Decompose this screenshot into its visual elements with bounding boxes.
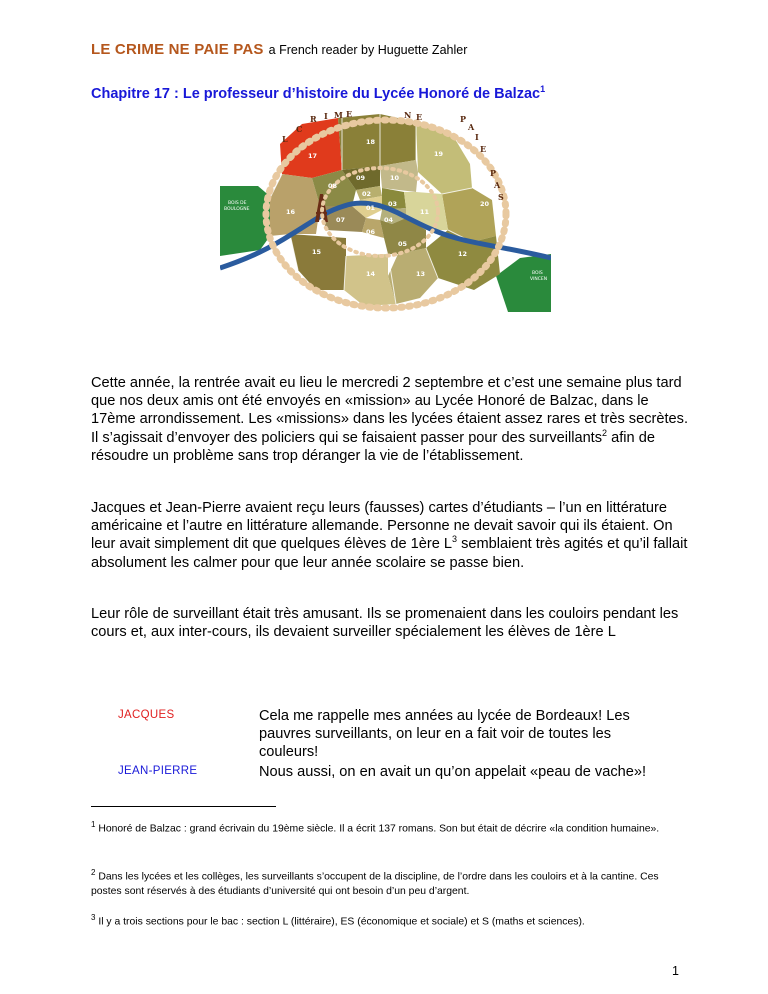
district-14-shape [344,254,396,306]
footnote-2 [91,866,691,899]
district-label-09: 09 [356,174,366,182]
page-header [91,41,467,59]
gate-letter-8: P [460,114,467,124]
footnote-2-text: Dans les lycées et les collèges, les surveillants s’occupent de la discipline, de l’ordre dans les couloirs et à la cantine. Ces postes sont réservés à des étudiants d’université qui ont besoin d’un peu d’argent. [91,871,659,897]
district-label-10: 10 [390,174,400,182]
gate-letter-14: S [498,192,504,202]
district-label-19: 19 [434,150,444,158]
bois-boulogne-label-1: BOIS DE [228,201,247,206]
page-number: 1 [672,964,679,978]
footnote-1 [91,818,691,837]
book-title: LE CRIME NE PAIE PAS [91,41,264,58]
district-label-03: 03 [388,200,398,208]
gate-letter-13: A [494,180,501,190]
footnote-2-number: 2 [91,868,96,877]
gate-letter-15: L [282,134,288,144]
footnote-ref-2: 2 [602,427,608,438]
district-label-13: 13 [416,270,426,278]
gate-letter-12: P [490,168,497,178]
district-label-05: 05 [398,240,408,248]
bois-de-vincennes-area [496,254,551,312]
paragraph-2-text-b: semblaient très agités et qu’il fallait absolument les calmer pour que leur année scolaire se passe bien. [91,536,688,571]
gate-letter-10: I [475,132,479,142]
district-label-18: 18 [366,138,376,146]
gate-letter-1: C [296,124,303,134]
district-label-08: 08 [328,182,338,190]
district-label-12: 12 [458,250,468,258]
chapter-title [91,84,545,102]
gate-letter-3: I [324,111,328,121]
gate-letter-11: E [480,144,487,154]
district-label-14: 14 [366,270,376,278]
footnote-1-text: Honoré de Balzac : grand écrivain du 19ème siècle. Il a écrit 137 romans. Son but était de décrire «la condition humaine». [98,823,660,835]
footnote-ref-3: 3 [452,534,458,545]
paris-arrondissements-map [220,108,551,312]
speech-jean-pierre: Nous aussi, on en avait un qu’on appelait «peau de vache»! [259,764,647,780]
footnote-ref-1: 1 [540,84,546,94]
speech-jacques: Cela me rappelle mes années au lycée de Bordeaux! Les pauvres surveillants, on leur en a fait voir de toutes les couleurs! [259,708,630,761]
district-label-02: 02 [362,190,372,198]
paragraph-3: Leur rôle de surveillant était très amusant. Ils se promenaient dans les couloirs pendant les cours et, aux inter-cours, ils devaient surveiller spécialement les élèves de 1ère L [91,606,679,641]
district-label-06: 06 [366,228,376,236]
bois-vincennes-label-1: BOIS [532,271,543,276]
district-label-17: 17 [308,152,318,160]
paragraph-1 [91,374,691,465]
district-label-07: 07 [336,216,346,224]
footnote-1-number: 1 [91,820,96,829]
gate-letter-9: A [468,122,475,132]
speaker-jacques: JACQUES [118,709,175,721]
district-label-01: 01 [366,204,376,212]
footnote-separator [91,806,276,807]
footnote-3-number: 3 [91,913,96,922]
gate-letter-6: N [404,110,412,120]
gate-letter-4: M [334,110,343,120]
paragraph-2 [91,499,691,572]
gate-letter-7: E [416,112,423,122]
bois-vincennes-label-2: VINCEN [530,277,548,282]
chapter-title-text: Chapitre 17 : Le professeur d’histoire du Lycée Honoré de Balzac [91,85,541,102]
gate-letter-5: E [346,109,353,119]
paragraph-1-text-b: afin de résoudre un problème sans trop déranger la vie de l’établissement. [91,429,655,464]
district-label-20: 20 [480,200,490,208]
paragraph-2-text-a: Jacques et Jean-Pierre avaient reçu leurs (fausses) cartes d’étudiants – l’un en littérature américaine et l’autre en littérature allemande. Personne ne devait savoir qui ils étaient. On leur avait simplement dit que quelques élèves de 1ère L [91,500,673,553]
district-label-16: 16 [286,208,296,216]
book-subtitle: a French reader by Huguette Zahler [268,43,468,57]
district-label-11: 11 [420,208,430,216]
paragraph-1-text-a: Cette année, la rentrée avait eu lieu le mercredi 2 septembre et c’est une semaine plus tard que nos deux amis ont été envoyés en «mission» au Lycée Honoré de Balzac, dans le 17ème arrondissement. Les «missions» dans les lycées étaient assez rares et très secrètes. Il s’agissait d’envoyer des policiers qui se faisaient passer pour des surveillants [91,375,689,446]
speaker-jean-pierre: JEAN-PIERRE [118,765,198,777]
bois-boulogne-label-2: BOULOGNE [224,207,250,212]
district-label-15: 15 [312,248,322,256]
footnote-3-text: Il y a trois sections pour le bac : section L (littéraire), ES (économique et sociale) et S (maths et sciences). [98,916,585,928]
gate-letter-2: R [310,114,317,124]
district-label-04: 04 [384,216,394,224]
footnote-3 [91,911,691,930]
